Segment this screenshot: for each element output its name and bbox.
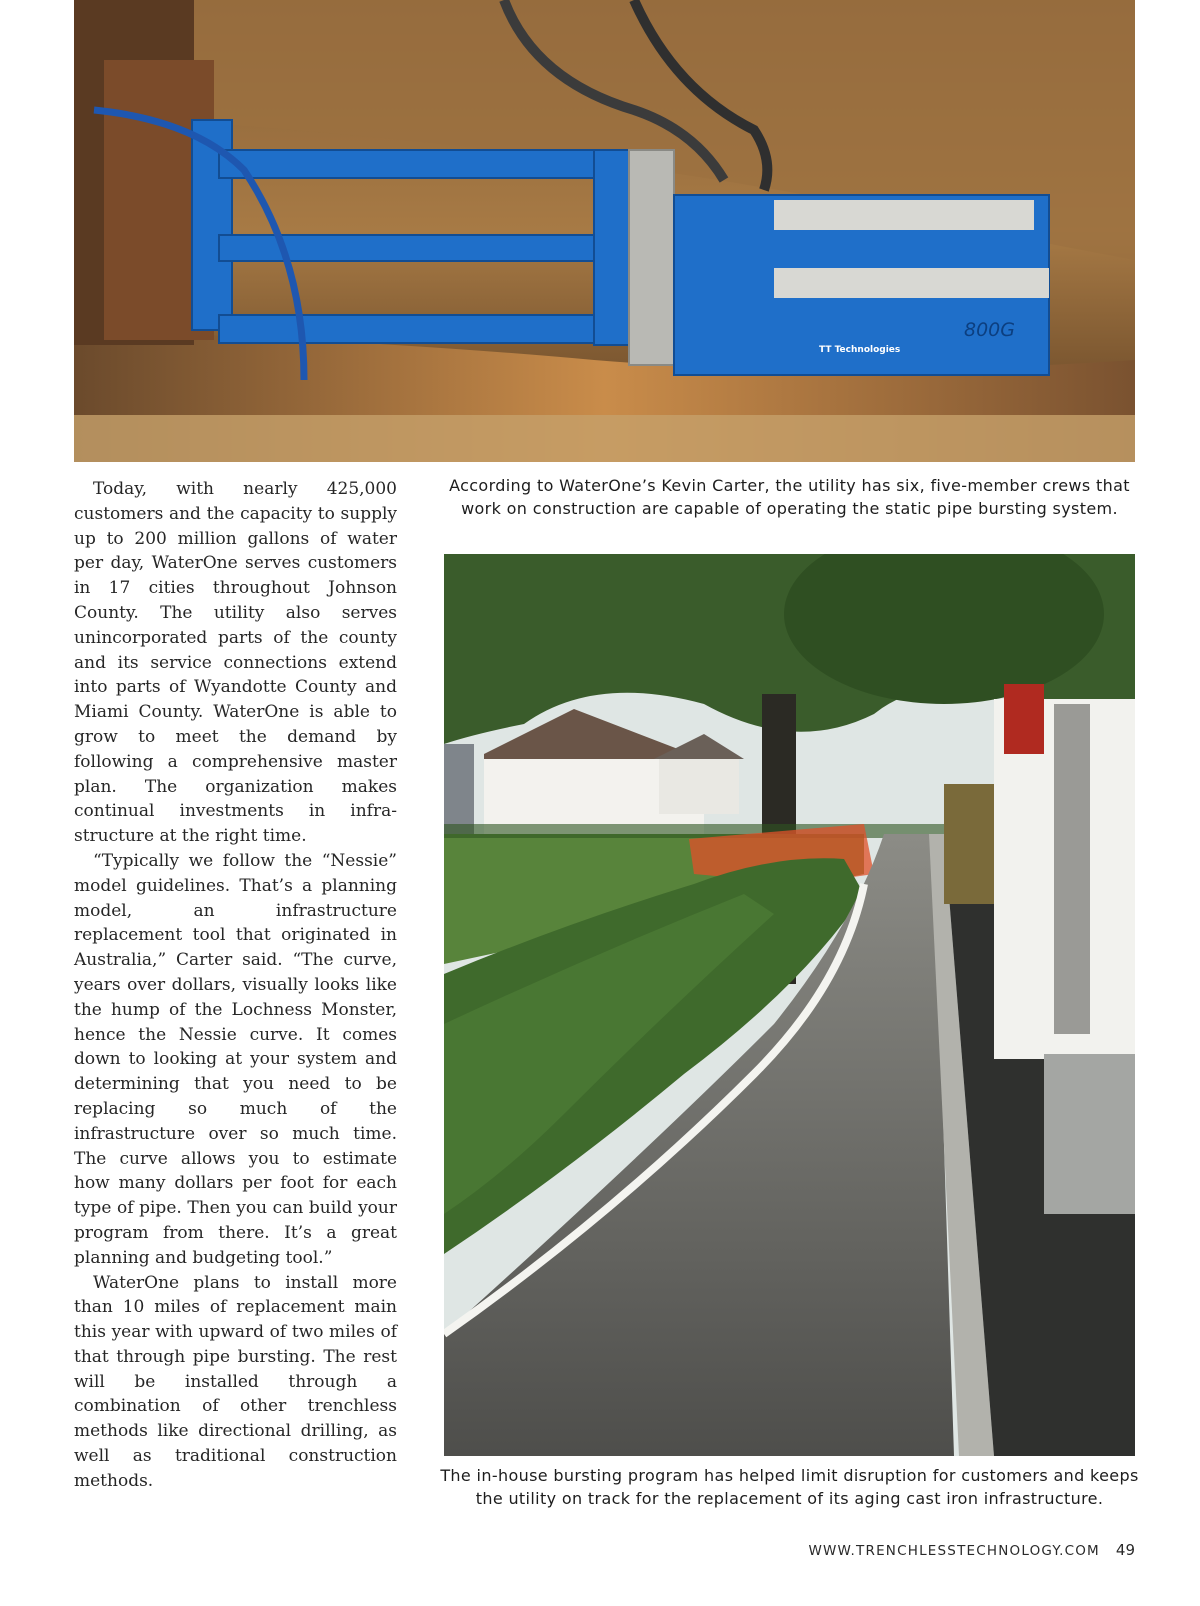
figure-caption: The in-house bursting program has helped limit disruption for customers and keeps the utility on track for the replacement of its aging cast iron infrastructure. xyxy=(440,1466,1139,1508)
figure-caption: According to WaterOne’s Kevin Carter, the utility has six, five-member crews that work on construction are capable of operating the static pipe bursting system. xyxy=(449,476,1130,518)
machine-brand-label: TT Technologies xyxy=(819,345,901,355)
page-number: 49 xyxy=(1115,1541,1135,1559)
footer-website: WWW.TRENCHLESSTECHNOLOGY.COM xyxy=(808,1543,1100,1559)
article-paragraph: Today, with nearly 425,000 customers and the capacity to supply up to 200 million gallons of water per day, WaterOne serves customers in 17 cities throughout Johnson County. The utility also serves unincorporated parts of the county and its service connections extend into parts of Wyandotte County and Miami County. WaterOne is able to grow to meet the demand by following a comprehensive master plan. The organization makes continual investments in infrastructure at the right time. xyxy=(74,479,397,847)
page-footer xyxy=(700,1541,1135,1559)
article-body xyxy=(74,477,397,1494)
pipe-bursting-machine-photo xyxy=(74,0,1135,462)
article-paragraph: “Typically we follow the “Nessie” model guidelines. That’s a planning model, an infrastructure replacement tool that originated in Australia,” Carter said. “The curve, years over dollars, visually looks like the hump of the Lochness Monster, hence the Nessie curve. It comes down to looking at your system and determining that you need to be replacing so much of the infrastructure over so much time. The curve allows you to estimate how many dollars per foot for each type of pipe. Then you can build your program from there. It’s a great planning and budgeting tool.” xyxy=(74,850,397,1268)
article-paragraph: WaterOne plans to install more than 10 miles of replacement main this year with upward of two miles of that through pipe bursting. The rest will be installed through a combination of other trenchless methods like directional drilling, as well as traditional construction methods. xyxy=(74,1272,397,1491)
residential-street-photo xyxy=(444,554,1135,1456)
machine-model-label: 800G xyxy=(964,319,1015,341)
